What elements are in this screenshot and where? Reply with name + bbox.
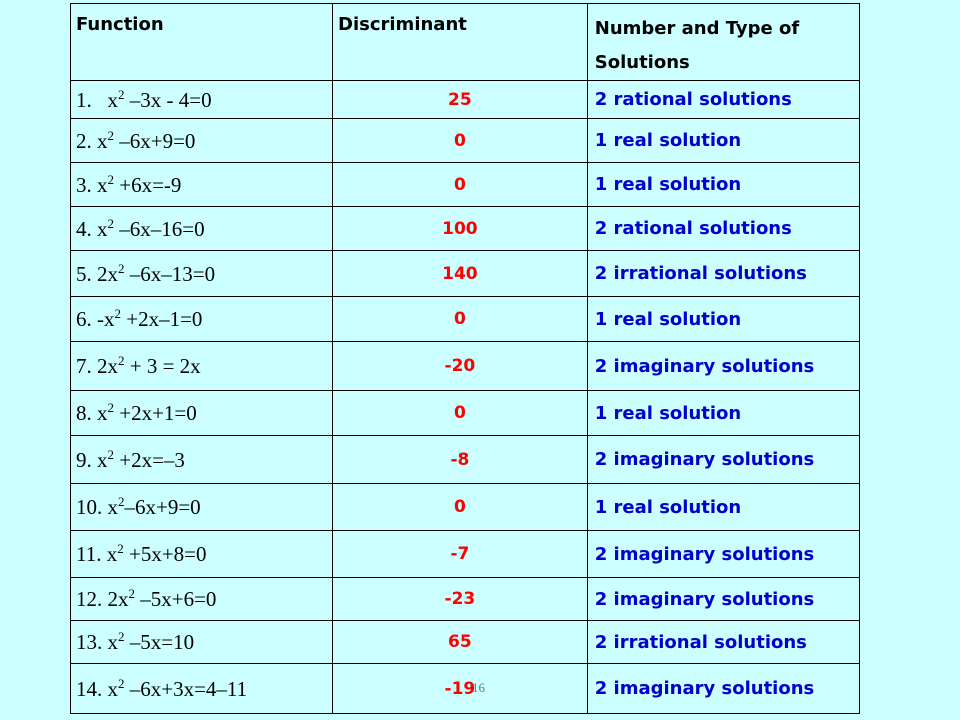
function-cell bbox=[71, 342, 333, 391]
row-number: 6. bbox=[76, 307, 92, 331]
table-row bbox=[71, 81, 860, 119]
solutions-cell: 1 real solution bbox=[587, 119, 859, 163]
function-expression: $-x^2 +2x-1=0$ bbox=[97, 306, 203, 331]
discriminant-cell: 0 bbox=[333, 297, 588, 342]
row-number: 4. bbox=[76, 216, 92, 241]
table-row bbox=[71, 578, 860, 621]
table-row bbox=[71, 163, 860, 207]
table-row bbox=[71, 119, 860, 163]
function-cell bbox=[71, 297, 333, 342]
solutions-cell: 2 imaginary solutions bbox=[587, 531, 859, 578]
function-expression: $x^2$ –6x–16=0 bbox=[97, 215, 205, 241]
discriminant-cell: 65 bbox=[333, 621, 588, 664]
discriminant-cell: 0 bbox=[333, 484, 588, 531]
function-cell bbox=[71, 664, 333, 714]
row-number: 12. bbox=[76, 587, 103, 611]
function-expression: $x^2$ –6x+9=0 bbox=[97, 127, 196, 153]
function-cell bbox=[71, 531, 333, 578]
table-row bbox=[71, 342, 860, 391]
function-expression: $x^2 +2x=-3$ bbox=[97, 446, 185, 472]
discriminant-table bbox=[70, 3, 860, 714]
function-expression: $x^2 +6x=-9$ bbox=[97, 171, 182, 197]
row-number: 14. bbox=[76, 676, 103, 701]
function-cell bbox=[71, 391, 333, 436]
solutions-cell: 2 rational solutions bbox=[587, 81, 859, 119]
solutions-cell: 1 real solution bbox=[587, 484, 859, 531]
table-header-row bbox=[71, 4, 860, 81]
discriminant-cell: -8 bbox=[333, 436, 588, 484]
table-row bbox=[71, 297, 860, 342]
discriminant-cell: -23 bbox=[333, 578, 588, 621]
function-expression: $x^2-6x+9=0$ bbox=[107, 494, 201, 519]
row-number: 1. bbox=[76, 87, 92, 112]
discriminant-cell: -20 bbox=[333, 342, 588, 391]
header-solutions: Number and Type of Solutions bbox=[587, 4, 859, 81]
function-cell bbox=[71, 119, 333, 163]
row-number: 5. bbox=[76, 261, 92, 286]
row-number: 3. bbox=[76, 172, 92, 197]
table-row bbox=[71, 664, 860, 714]
solutions-cell: 1 real solution bbox=[587, 297, 859, 342]
solutions-cell: 2 irrational solutions bbox=[587, 251, 859, 297]
function-expression: $2x^2$ –6x–13=0 bbox=[97, 260, 216, 286]
function-cell bbox=[71, 484, 333, 531]
function-cell bbox=[71, 163, 333, 207]
discriminant-cell: 25 bbox=[333, 81, 588, 119]
table-row bbox=[71, 391, 860, 436]
header-discriminant: Discriminant bbox=[333, 4, 588, 81]
row-number: 2. bbox=[76, 128, 92, 153]
row-number: 9. bbox=[76, 447, 92, 472]
solutions-cell: 2 imaginary solutions bbox=[587, 578, 859, 621]
row-number: 13. bbox=[76, 630, 103, 654]
discriminant-cell: -7 bbox=[333, 531, 588, 578]
table-row bbox=[71, 484, 860, 531]
table-row bbox=[71, 621, 860, 664]
solutions-cell: 2 rational solutions bbox=[587, 207, 859, 251]
table-row bbox=[71, 436, 860, 484]
row-number: 10. bbox=[76, 495, 103, 519]
function-expression: $x^2$ –6x+3x=4–11 bbox=[107, 675, 248, 701]
function-cell bbox=[71, 436, 333, 484]
function-cell bbox=[71, 251, 333, 297]
solutions-cell: 2 irrational solutions bbox=[587, 621, 859, 664]
table-row bbox=[71, 251, 860, 297]
discriminant-cell: 100 bbox=[333, 207, 588, 251]
function-expression: $x^2 +2x+1=0$ bbox=[97, 400, 197, 425]
solutions-cell: 2 imaginary solutions bbox=[587, 664, 859, 714]
row-number: 8. bbox=[76, 401, 92, 425]
function-expression: $2x^2 + 3 = 2x$ bbox=[97, 353, 201, 378]
table-row bbox=[71, 207, 860, 251]
function-cell bbox=[71, 81, 333, 119]
solutions-cell: 2 imaginary solutions bbox=[587, 342, 859, 391]
row-number: 7. bbox=[76, 354, 92, 378]
discriminant-cell: 0 bbox=[333, 163, 588, 207]
row-number: 11. bbox=[76, 542, 102, 566]
function-cell bbox=[71, 578, 333, 621]
function-cell bbox=[71, 207, 333, 251]
discriminant-cell: 0 bbox=[333, 119, 588, 163]
discriminant-cell: 140 bbox=[333, 251, 588, 297]
header-function: Function bbox=[71, 4, 333, 81]
function-cell bbox=[71, 621, 333, 664]
discriminant-cell: -19 bbox=[333, 664, 588, 714]
discriminant-cell: 0 bbox=[333, 391, 588, 436]
page-number: 16 bbox=[472, 680, 485, 695]
solutions-cell: 2 imaginary solutions bbox=[587, 436, 859, 484]
table-row bbox=[71, 531, 860, 578]
function-expression: $x^2 +5x+8=0$ bbox=[106, 541, 207, 566]
function-expression: $2x^2$ –5x+6=0 bbox=[107, 586, 217, 611]
function-expression: $x^2$ –3x - 4=0 bbox=[107, 86, 212, 112]
function-expression: $x^2$ –5x=10 bbox=[107, 629, 195, 654]
solutions-cell: 1 real solution bbox=[587, 163, 859, 207]
solutions-cell: 1 real solution bbox=[587, 391, 859, 436]
